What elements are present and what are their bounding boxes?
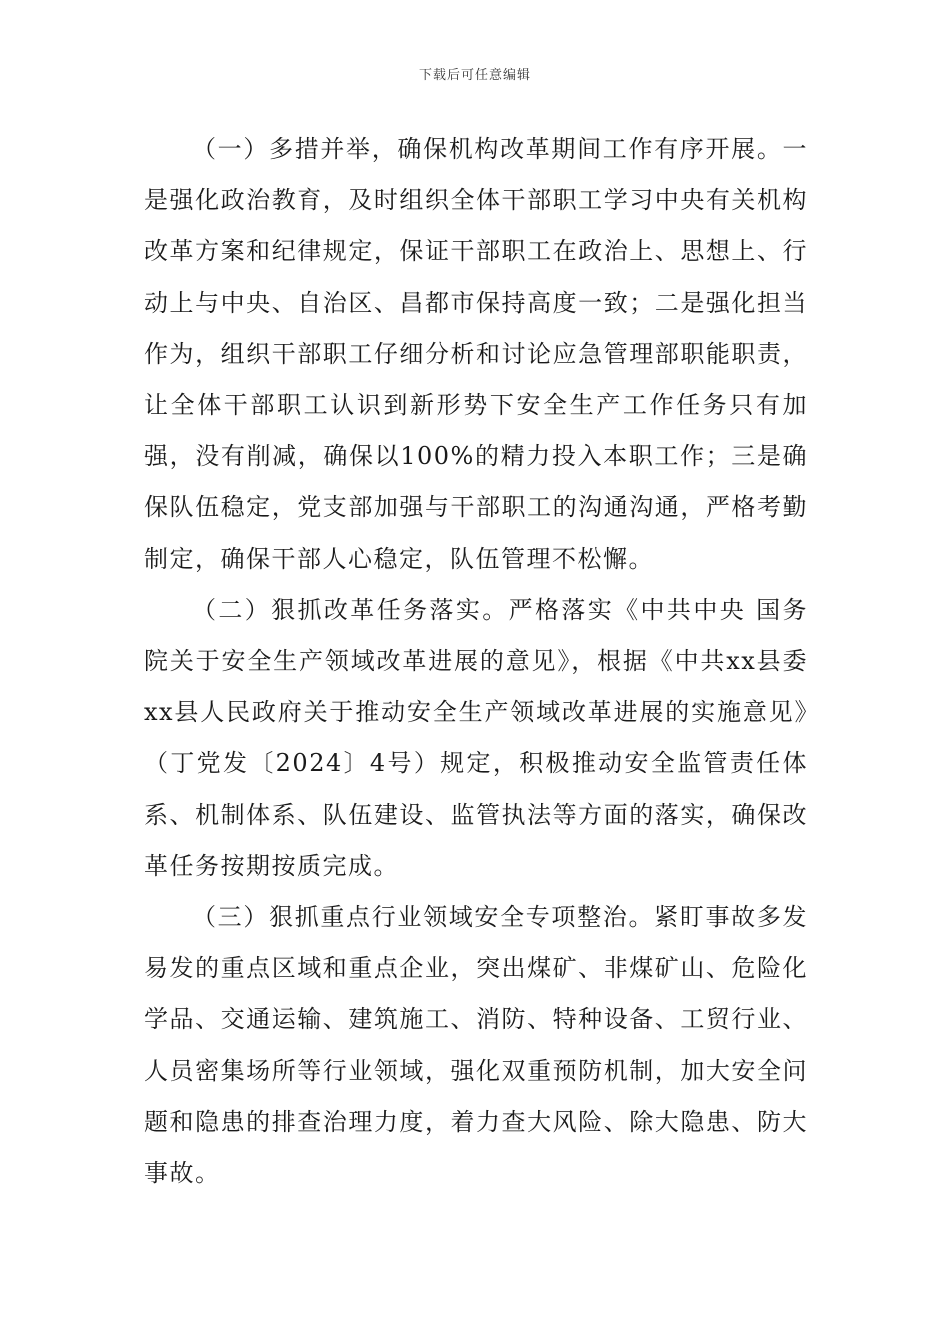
page-header: 下载后可任意编辑 <box>418 68 531 83</box>
paragraph-2: （二）狠抓改革任务落实。严格落实《中共中央 国务院关于安全生产领域改革进展的意见》，根据《中共xx县委xx县人民政府关于推动安全生产领域改革进展的实施意见》（丁党发〔2024〕4号）规定，积极推动安全监管责任体系、机制体系、队伍建设、监管执法等方面的落实，确保改革任务按期按质完成。 <box>144 595 808 880</box>
document-body <box>144 124 808 1199</box>
paragraph-3: （三）狠抓重点行业领域安全专项整治。紧盯事故多发易发的重点区域和重点企业，突出煤矿、非煤矿山、危险化学品、交通运输、建筑施工、消防、特种设备、工贸行业、人员密集场所等行业领域，强化双重预防机制，加大安全问题和隐患的排查治理力度，着力查大风险、除大隐患、防大事故。 <box>144 903 808 1188</box>
paragraph-1: （一）多措并举，确保机构改革期间工作有序开展。一是强化政治教育，及时组织全体干部职工学习中央有关机构改革方案和纪律规定，保证干部职工在政治上、思想上、行动上与中央、自治区、昌都市保持高度一致；二是强化担当作为，组织干部职工仔细分析和讨论应急管理部职能职责，让全体干部职工认识到新形势下安全生产工作任务只有加强，没有削减，确保以100%的精力投入本职工作；三是确保队伍稳定，党支部加强与干部职工的沟通沟通，严格考勤制定，确保干部人心稳定，队伍管理不松懈。 <box>144 135 808 573</box>
